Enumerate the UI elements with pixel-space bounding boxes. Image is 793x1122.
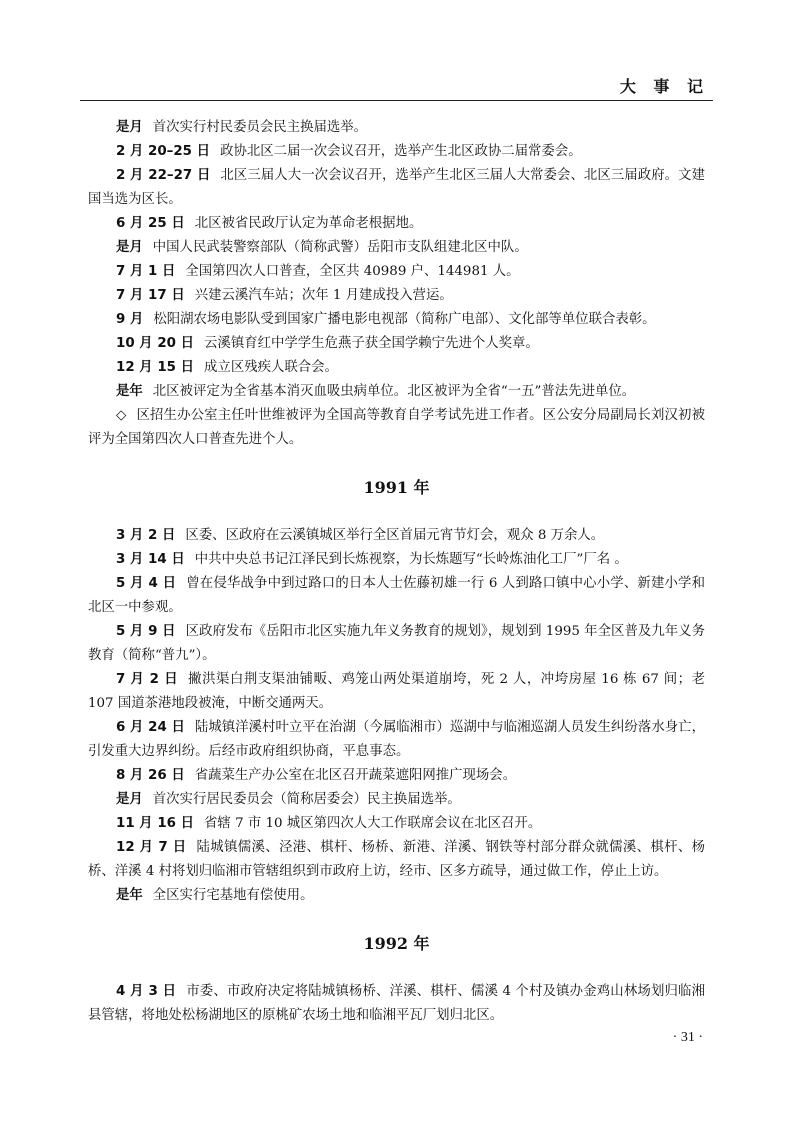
entry-date: 6 月 25 日: [116, 216, 185, 231]
page-content: [88, 116, 705, 1028]
entry: [88, 764, 705, 788]
entry-text: 撇洪渠白荆支渠油铺畈、鸡笼山两处渠道崩垮，死 2 人，冲垮房屋 16 栋 67 间；老 107 国道茶港地段被淹，中断交通两天。: [88, 672, 705, 711]
entry-text: 区委、区政府在云溪镇城区举行全区首届元宵节灯会，观众 8 万余人。: [185, 528, 605, 543]
entry-text: 区招生办公室主任叶世维被评为全国高等教育自学考试先进工作者。区公安分局副局长刘汉初被评为全国第四次人口普查先进个人。: [88, 408, 705, 447]
entry-date: 是月: [116, 792, 143, 807]
page-number: · 31 ·: [672, 1030, 703, 1045]
entry-text: 北区被省民政厅认定为革命老根据地。: [194, 216, 423, 231]
entry-date: 是月: [116, 240, 143, 255]
entry: [88, 236, 705, 260]
entry-date: 12 月 7 日: [116, 840, 187, 855]
entry: [88, 836, 705, 884]
entry-date: 8 月 26 日: [116, 768, 185, 783]
entry-date: 是年: [116, 888, 143, 903]
entry-text: 中共中央总书记江泽民到长炼视察，为长炼题写“长岭炼油化工厂”厂名 。: [194, 552, 628, 567]
entry: [88, 788, 705, 812]
entry: [88, 812, 705, 836]
entry-text: 兴建云溪汽车站；次年 1 月建成投入营运。: [194, 288, 453, 303]
entry-date: 是月: [116, 120, 143, 135]
entry: [88, 212, 705, 236]
entry: [88, 164, 705, 212]
entry-text: 中国人民武装警察部队（简称武警）岳阳市支队组建北区中队。: [152, 240, 528, 255]
entry-date: 10 月 20 日: [116, 336, 195, 351]
entry: [88, 140, 705, 164]
entry-date: 9 月: [116, 312, 144, 327]
header-title: 大 事 记: [619, 77, 709, 96]
entry-date: 5 月 4 日: [116, 576, 177, 591]
entry: [88, 884, 705, 908]
entry: [88, 572, 705, 620]
entry-text: 云溪镇育红中学学生危燕子获全国学赖宁先进个人奖章。: [204, 336, 539, 351]
entry-text: 区政府发布《岳阳市北区实施九年义务教育的规划》，规划到 1995 年全区普及九年义务教育（简称“普九”）。: [88, 624, 706, 663]
entry-text: 北区三届人大一次会议召开，选举产生北区三届人大常委会、北区三届政府。文建国当选为区长。: [88, 168, 705, 207]
entry: [88, 380, 705, 404]
entry: [88, 260, 705, 284]
year-heading-1991: 1991 年: [363, 478, 430, 497]
entry-text: 全区实行宅基地有偿使用。: [152, 888, 314, 903]
entry: [88, 548, 705, 572]
entry-text: 曾在侵华战争中到过路口的日本人士佐藤初雄一行 6 人到路口镇中心小学、新建小学和北区一中参观。: [88, 576, 705, 615]
entry: [88, 716, 705, 764]
entry: [88, 332, 705, 356]
entry-date: 5 月 9 日: [116, 624, 176, 639]
entry-date: 3 月 14 日: [116, 552, 185, 567]
entry-date: 7 月 1 日: [116, 264, 176, 279]
entry-date: 4 月 3 日: [116, 984, 177, 999]
entry-date: 2 月 20–25 日: [116, 144, 211, 159]
entry-date: 2 月 22–27 日: [116, 168, 211, 183]
entry: [88, 308, 705, 332]
entry-date: 是年: [116, 384, 143, 399]
entry: [88, 980, 705, 1028]
entry-text: 市委、市政府决定将陆城镇杨桥、洋溪、棋杆、儒溪 4 个村及镇办金鸡山林场划归临湘县管辖，将地处松杨湖地区的原桃矿农场土地和临湘平瓦厂划归北区。: [88, 984, 705, 1023]
entry-date: 12 月 15 日: [116, 360, 195, 375]
entry-text: 全国第四次人口普查，全区共 40989 户、144981 人。: [185, 264, 520, 279]
entry-text: 省蔬菜生产办公室在北区召开蔬菜遮阳网推广现场会。: [194, 768, 517, 783]
entry-date: 11 月 16 日: [116, 816, 195, 831]
diamond-bullet-icon: ◇: [116, 408, 127, 423]
entry-text: 成立区残疾人联合会。: [204, 360, 338, 375]
entry-date: 3 月 2 日: [116, 528, 176, 543]
entry-date: 6 月 24 日: [116, 720, 185, 735]
entry: [88, 668, 705, 716]
entry: [88, 284, 705, 308]
year-heading-1992: 1992 年: [363, 934, 430, 953]
entry-text: 首次实行村民委员会民主换届选举。: [152, 120, 368, 135]
entry-text: 政协北区二届一次会议召开，选举产生北区政协二届常委会。: [220, 144, 582, 159]
running-header: [80, 68, 713, 101]
entry-text: 首次实行居民委员会（简称居委会）民主换届选举。: [152, 792, 461, 807]
entry: [88, 404, 705, 452]
entry-date: 7 月 17 日: [116, 288, 185, 303]
entry: [88, 356, 705, 380]
entry-text: 省辖 7 市 10 城区第四次人大工作联席会议在北区召开。: [204, 816, 542, 831]
entry-date: 7 月 2 日: [116, 672, 179, 687]
entry-text: 陆城镇儒溪、泾港、棋杆、杨桥、新港、洋溪、钢铁等村部分群众就儒溪、棋杆、杨桥、洋溪 4 村将划归临湘市管辖组织到市政府上访，经市、区多方疏导，通过做工作，停止上访。: [88, 840, 706, 879]
entry-text: 北区被评定为全省基本消灭血吸虫病单位。北区被评为全省“一五”普法先进单位。: [152, 384, 636, 399]
entry-text: 陆城镇洋溪村叶立平在治湖（今属临湘市）巡湖中与临湘巡湖人员发生纠纷落水身亡，引发重大边界纠纷。后经市政府组织协商，平息事态。: [88, 720, 705, 759]
entry: [88, 524, 705, 548]
entry-text: 松阳湖农场电影队受到国家广播电影电视部（简称广电部）、文化部等单位联合表彰。: [153, 312, 656, 327]
entry: [88, 620, 705, 668]
entry: [88, 116, 705, 140]
